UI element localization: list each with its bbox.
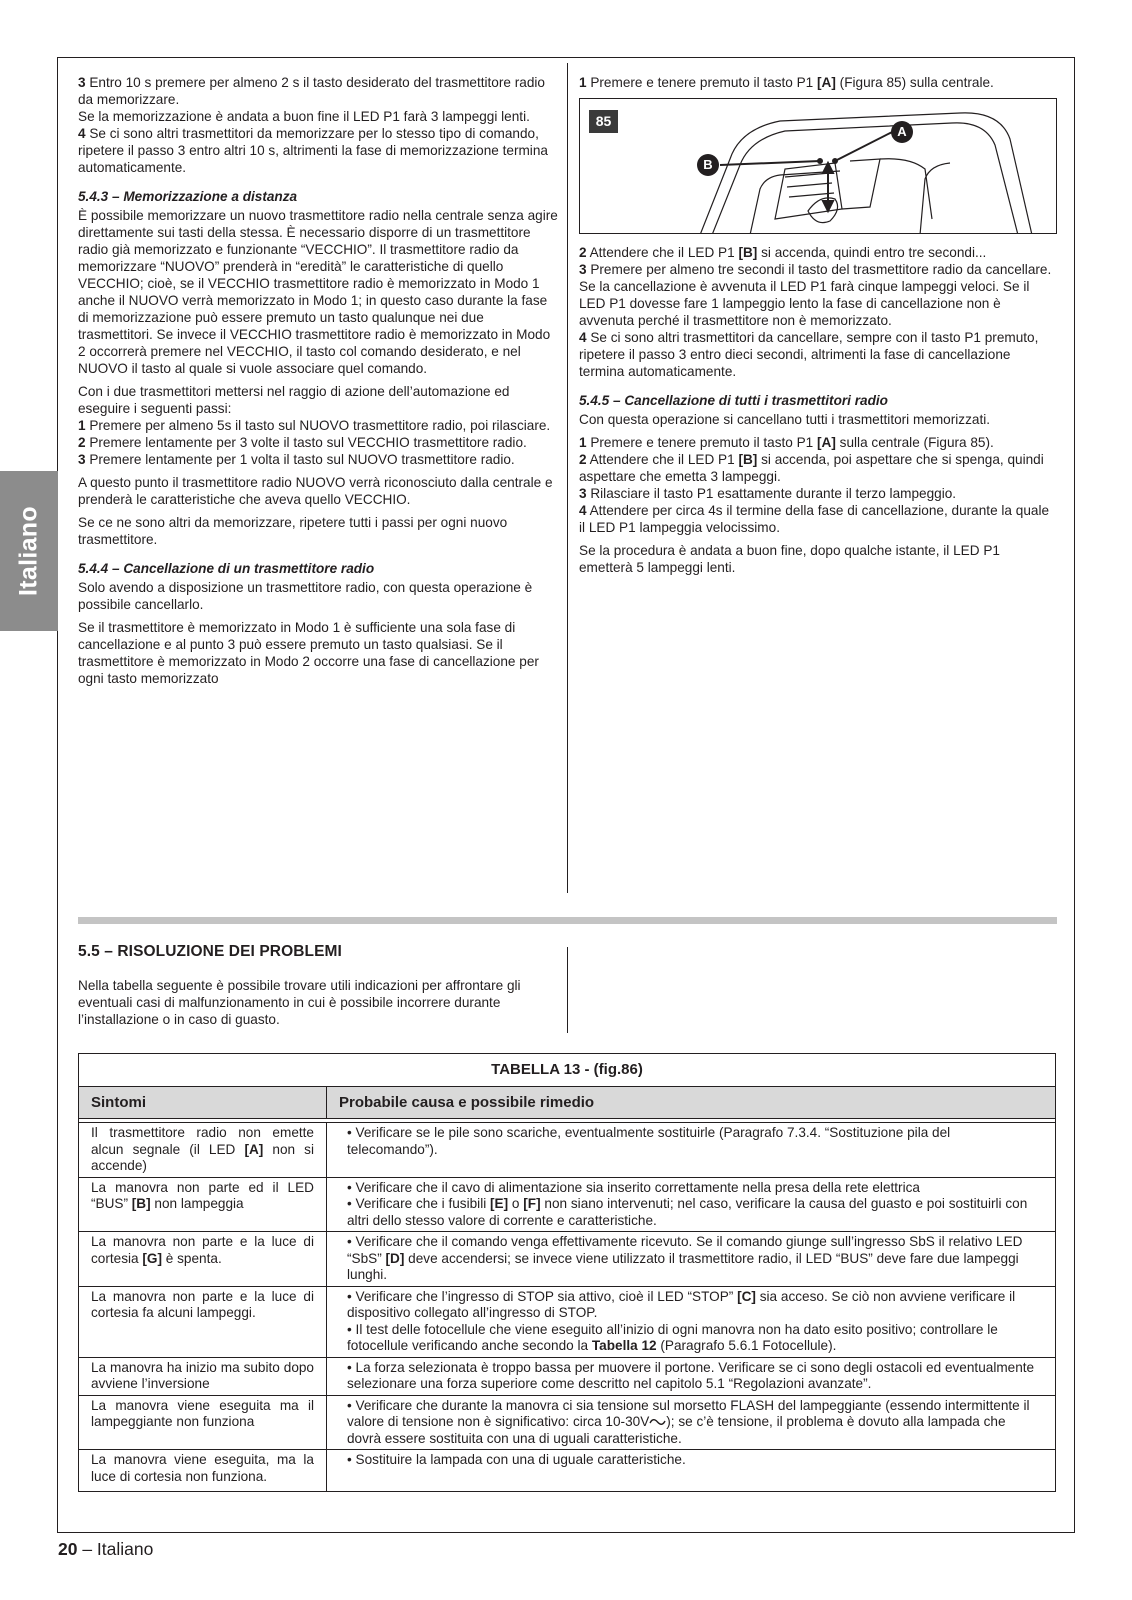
ref-label: [A] (244, 1141, 264, 1157)
paragraph: Con questa operazione si cancellano tutti i trasmettitori memorizzati. (579, 412, 991, 427)
step-text: Attendere che il LED P1 (586, 452, 739, 467)
step-paragraph (579, 502, 1057, 536)
paragraph: Se ce ne sono altri da memorizzare, ripetere tutti i passi per ogni nuovo trasmettitore. (78, 515, 508, 547)
page-number: 20 (58, 1539, 78, 1559)
step-paragraph (579, 74, 1057, 91)
right-column (579, 74, 1057, 576)
page-footer (58, 1539, 153, 1560)
symptom-cell: La manovra non parte e la luce di cortesia fa alcuni lampeggi. (79, 1286, 327, 1357)
ref-label: [A] (817, 435, 836, 450)
table-caption: TABELLA 13 - (fig.86) (79, 1054, 1056, 1087)
cell-text: • Verificare se le pile sono scariche, eventualmente sostituirle (Paragrafo 7.3.4. “Sostituzione pila del telecomando”). (347, 1125, 951, 1157)
cell-text-part: o (508, 1196, 524, 1211)
step-number: 1 (579, 435, 587, 450)
ref-label: [G] (142, 1250, 163, 1266)
cell-text: è spenta. (162, 1250, 222, 1266)
step-number: 3 (579, 262, 587, 277)
left-column (78, 74, 558, 687)
cell-text: Il trasmettitore radio non emette alcun segnale (il LED (91, 1125, 314, 1157)
step-text: Attendere che il LED P1 (586, 245, 739, 260)
cell-text (347, 1322, 1041, 1355)
section-divider (567, 947, 568, 1033)
cell-text-part: • Il test delle fotocellule che viene eseguito all’inizio di ogni manovra non ha dato esito positivo; controllare le fotocellule verificando anche secondo la (347, 1321, 998, 1353)
remedy-cell (327, 1450, 1056, 1492)
ref-label: [B] (738, 452, 758, 467)
table-row (79, 1395, 1056, 1450)
step-paragraph (579, 261, 1057, 329)
step-text: Se ci sono altri trasmettitori da memorizzare per lo stesso tipo di comando, ripetere il passo 3 entro altri 10 s, altrimenti la fase di memorizzazione termina automaticamente. (78, 126, 548, 175)
step-number: 1 (78, 418, 86, 433)
cell-text (347, 1234, 1041, 1284)
control-unit-illustration (580, 99, 1057, 234)
step-text: (Figura 85) sulla centrale. (835, 75, 994, 90)
table-row (79, 1232, 1056, 1287)
cell-text-part: sia acceso. Se ciò non avviene verificare il dispositivo collegato all’ingresso di STOP. (347, 1288, 1016, 1320)
step-text: si accenda, quindi entro tre secondi... (757, 245, 987, 260)
paragraph: Se il trasmettitore è memorizzato in Modo 1 è sufficiente una sola fase di cancellazione e al punto 3 può essere premuto un tasto qualsiasi. Se il trasmettitore è memorizzato in Modo 2 occorre una fase di cancellazione per ogni tasto memorizzato (78, 620, 539, 686)
remedy-cell (327, 1286, 1056, 1357)
cell-text-part: • Verificare che i fusibili (347, 1196, 491, 1211)
step-paragraph (78, 434, 558, 451)
column-header-rimedio: Probabile causa e possibile rimedio (327, 1086, 1056, 1119)
heading-number: 5.4.4 – (78, 561, 124, 576)
step-text: Rilasciare il tasto P1 esattamente durante il terzo lampeggio. (586, 486, 957, 501)
step-text: sulla centrale (Figura 85). (835, 435, 994, 450)
remedy-cell (327, 1177, 1056, 1232)
step-number: 2 (579, 245, 587, 260)
cell-text (347, 1289, 1041, 1322)
ref-label: [B] (131, 1196, 151, 1211)
step-paragraph (579, 451, 1057, 485)
step-number: 2 (579, 452, 587, 467)
cell-text: • Sostituire la lampada con una di uguale caratteristiche. (347, 1452, 686, 1467)
paragraph: Con i due trasmettitori mettersi nel raggio di azione dell’automazione ed eseguire i seguenti passi: (78, 384, 510, 416)
symptom-cell: La manovra ha inizio ma subito dopo avviene l’inversione (79, 1357, 327, 1395)
cell-text-part: • Verificare che l’ingresso di STOP sia attivo, cioè il LED “STOP” (347, 1288, 738, 1304)
figure-85 (579, 98, 1057, 234)
footer-label: – Italiano (77, 1539, 154, 1559)
cell-text: non si accende) (91, 1141, 314, 1173)
subsection-heading-545 (579, 392, 1057, 409)
step-number: 3 (78, 75, 86, 90)
symptom-cell (79, 1123, 327, 1178)
table-row (79, 1357, 1056, 1395)
step-text: si accenda, poi aspettare che si spenga, quindi aspettare che emetta 3 lampeggi. (579, 452, 1044, 484)
symptom-cell (79, 1232, 327, 1287)
step-number: 4 (579, 503, 587, 518)
step-paragraph (78, 451, 558, 468)
section-intro: Nella tabella seguente è possibile trovare utili indicazioni per affrontare gli eventuali casi di malfunzionamento in cui è possibile incorrere durante l’installazione o in caso di guasto. (78, 978, 521, 1027)
step-paragraph (579, 485, 1057, 502)
troubleshooting-table (78, 1053, 1056, 1492)
heading-number: 5.4.5 – (579, 393, 625, 408)
ref-label: [C] (737, 1288, 756, 1304)
paragraph: A questo punto il trasmettitore radio NUOVO verrà riconosciuto dalla centrale e prenderà le caratteristiche che aveva quello VECCHIO. (78, 475, 553, 507)
step-text: Premere per almeno tre secondi il tasto del trasmettitore radio da cancellare. Se la cancellazione è avvenuta il LED P1 farà cinque lampeggi veloci. Se il LED P1 dovesse fare 1 lampeggio lento la fase di cancellazione non è avvenuta perché il trasmettitore non è memorizzato. (579, 262, 1052, 328)
heading-title: Cancellazione di un trasmettitore radio (123, 561, 375, 576)
step-text: Se ci sono altri trasmettitori da cancellare, sempre con il tasto P1 premuto, ripetere il passo 3 entro dieci secondi, altrimenti la fase di cancellazione termina automaticamente. (579, 330, 1039, 379)
column-divider (567, 63, 568, 893)
section-title: 5.5 – RISOLUZIONE DEI PROBLEMI (78, 943, 342, 960)
cell-text: non lampeggia (150, 1196, 244, 1211)
step-text: Premere lentamente per 3 volte il tasto sul VECCHIO trasmettitore radio. (85, 435, 527, 450)
cell-text-part: deve accendersi; se invece viene utilizzato il trasmettitore radio, il LED “BUS” deve fare due lampeggi lunghi. (347, 1250, 1019, 1282)
step-paragraph (78, 74, 558, 108)
step-text: Premere per almeno 5s il tasto sul NUOVO trasmettitore radio, poi rilasciare. (85, 418, 551, 433)
step-paragraph (78, 417, 558, 434)
step-text: Entro 10 s premere per almeno 2 s il tasto desiderato del trasmettitore radio da memorizzare. (78, 75, 545, 107)
subsection-heading-543 (78, 188, 558, 205)
paragraph: Se la procedura è andata a buon fine, dopo qualche istante, il LED P1 emetterà 5 lampeggi lenti. (579, 543, 1000, 575)
heading-title: Cancellazione di tutti i trasmettitori radio (624, 393, 888, 408)
symptom-cell (79, 1177, 327, 1232)
subsection-heading-544 (78, 560, 558, 577)
table-row (79, 1123, 1056, 1178)
ref-label: [D] (385, 1250, 405, 1266)
step-paragraph (579, 434, 1057, 451)
heading-title: Memorizzazione a distanza (123, 189, 298, 204)
remedy-cell (327, 1395, 1056, 1450)
column-header-sintomi: Sintomi (79, 1086, 327, 1119)
symptom-cell: La manovra viene eseguita, ma la luce di cortesia non funziona. (79, 1450, 327, 1492)
step-paragraph (78, 125, 558, 176)
step-number: 3 (579, 486, 587, 501)
callout-b: B (697, 154, 719, 176)
figure-number-badge: 85 (589, 110, 618, 133)
step-text: Attendere per circa 4s il termine della fase di cancellazione, durante la quale il LED P1 lampeggia velocissimo. (579, 503, 1050, 535)
ref-label: [F] (523, 1196, 541, 1211)
cell-text: La manovra non parte e la luce di cortesia (91, 1234, 314, 1266)
step-paragraph (579, 244, 1057, 261)
paragraph: Solo avendo a disposizione un trasmettitore radio, con questa operazione è possibile cancellarlo. (78, 580, 533, 612)
ac-symbol-icon (649, 1417, 666, 1427)
step-number: 2 (78, 435, 86, 450)
cell-text-part: non siano intervenuti; nel caso, verificare la causa del guasto e poi sostituirli con altri dello stesso valore di corrente e caratteristiche. (347, 1196, 1028, 1228)
step-text: Premere lentamente per 1 volta il tasto sul NUOVO trasmettitore radio. (85, 452, 515, 467)
remedy-cell (327, 1357, 1056, 1395)
side-tab-label: Italiano (14, 506, 43, 596)
language-side-tab (0, 471, 58, 631)
cell-text: • La forza selezionata è troppo bassa per muovere il portone. Verificare se ci sono degli ostacoli ed eventualmente selezionare una forza superiore come descritto nel capitolo 5.1 “Regolazioni avanzate”. (347, 1359, 1035, 1391)
paragraph: Se la memorizzazione è andata a buon fine il LED P1 farà 3 lampeggi lenti. (78, 109, 530, 124)
cell-text: • Verificare che il cavo di alimentazione sia inserito correttamente nella presa della rete elettrica (347, 1179, 920, 1195)
ref-label: [E] (490, 1196, 509, 1211)
step-paragraph (579, 329, 1057, 380)
callout-a: A (891, 121, 913, 143)
heading-number: 5.4.3 – (78, 189, 124, 204)
ref-label: [A] (817, 75, 836, 90)
cell-text (347, 1398, 1041, 1448)
paragraph: È possibile memorizzare un nuovo trasmettitore radio nella centrale senza agire direttamente sui tasti della stessa. È necessario disporre di un trasmettitore radio già memorizzato e funzionante “VECCHIO”. Il trasmettitore radio da memorizzare “NUOVO” prenderà in “eredità” le caratteristiche di quello VECCHIO; cioè, se il VECCHIO trasmettitore radio è memorizzato in Modo 1 anche il NUOVO verrà memorizzato in Modo 1; in questo caso durante la fase di memorizzazione può essere premuto un tasto qualunque nei due trasmettitori. Se invece il VECCHIO trasmettitore radio è memorizzato in Modo 2 occorrerà premere nel VECCHIO, il tasto col comando desiderato, e nel NUOVO il tasto al quale si vuole associare quel comando. (78, 208, 558, 376)
cell-text-part: • Verificare che il comando venga effettivamente ricevuto. Se il comando giunge sull’ingresso SbS il relativo LED “SbS” (347, 1234, 1023, 1266)
symptom-cell: La manovra viene eseguita ma il lampeggiante non funziona (79, 1395, 327, 1450)
cell-text-part: • Verificare che durante la manovra ci sia tensione sul morsetto FLASH del lampeggiante (essendo intermittente il valore di tensione non è significativo: circa 10-30V (347, 1397, 1030, 1429)
section-separator-bar (78, 917, 1057, 924)
step-number: 4 (579, 330, 587, 345)
table-row (79, 1177, 1056, 1232)
step-text: Premere e tenere premuto il tasto P1 (586, 75, 818, 90)
remedy-cell (327, 1123, 1056, 1178)
cell-text-part: (Paragrafo 5.6.1 Fotocellule). (656, 1338, 837, 1353)
ref-label: [B] (738, 245, 758, 260)
step-number: 1 (579, 75, 587, 90)
cell-text: La manovra non parte ed il LED “BUS” (91, 1179, 314, 1211)
cell-text (347, 1196, 1041, 1229)
table-row (79, 1450, 1056, 1492)
step-number: 3 (78, 452, 86, 467)
table-row (79, 1286, 1056, 1357)
ref-label: Tabella 12 (591, 1338, 657, 1353)
cell-text-part: ); se c’è tensione, il problema è dovuto alla lampada che dovrà essere sostituita con una di uguali caratteristiche. (347, 1414, 1006, 1446)
step-number: 4 (78, 126, 86, 141)
step-text: Premere e tenere premuto il tasto P1 (586, 435, 818, 450)
remedy-cell (327, 1232, 1056, 1287)
